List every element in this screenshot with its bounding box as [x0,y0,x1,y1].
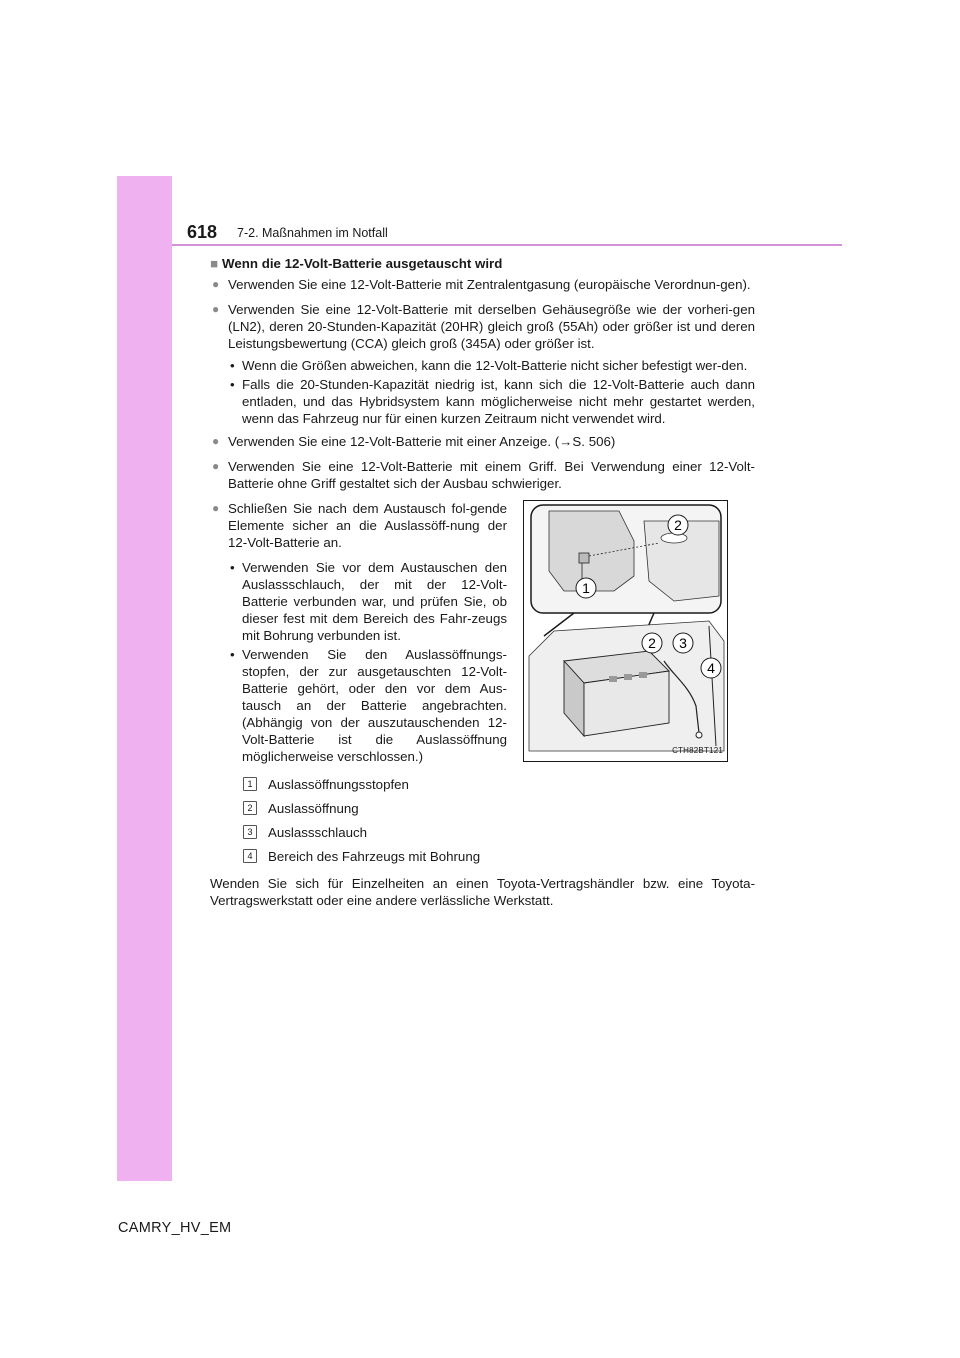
svg-text:3: 3 [679,635,687,651]
bullet-item: ● Verwenden Sie eine 12-Volt-Batterie mit derselben Gehäusegröße wie der vorheri-gen (LN2), deren 20-Stunden-Kapazität (20HR) gleich groß (55Ah) oder größer ist und deren Leistungsbewertung (CCA) gleich groß (345A) oder größer ist. [212,302,755,351]
sub-list-item: • Verwenden Sie vor dem Austauschen den Auslassschlauch, der mit der 12-Volt-Batterie verbunden war, und prüfen Sie, ob dieser fest mit dem Bereich des Fahr-zeugs mit Bohrung verbunden ist. [230,560,507,643]
main-content [210,255,755,909]
legend-item: 2 Auslassöffnung [210,797,755,821]
sub-list-item: • Verwenden Sie den Auslassöffnungs-stopfen, der zur ausgetauschten 12-Volt-Batterie gehört, oder den vor dem Aus-tausch an der Batterie angebrachten. (Abhängig von der auszutauschenden 12-Volt-Batterie ist die Auslassöffnung möglicherweise verschlossen.) [230,647,507,764]
circle-bullet-icon: ● [212,302,220,316]
circle-bullet-icon: ● [212,501,220,515]
svg-text:4: 4 [707,660,715,676]
page-number: 618 [187,222,218,242]
section-title: 7-2. Maßnahmen im Notfall [237,226,388,240]
circle-bullet-icon: ● [212,277,220,291]
circle-bullet-icon: ● [212,434,220,448]
footer-model-code: CAMRY_HV_EM [118,1220,232,1236]
bullet-item: ● Verwenden Sie eine 12-Volt-Batterie mit Zentralentgasung (europäische Verordnun-gen). [212,277,751,292]
bullet-item: ● Schließen Sie nach dem Austausch fol-gende Elemente sicher an die Auslassöff-nung der 12-Volt-Batterie an. [212,501,507,550]
closing-paragraph: Wenden Sie sich für Einzelheiten an einen Toyota-Vertragshändler bzw. eine Toyota-Vertragswerkstatt oder eine andere verlässliche Werkstatt. [210,876,755,908]
legend-item: 4 Bereich des Fahrzeugs mit Bohrung [210,845,755,869]
square-bullet-icon: ■ [210,256,219,271]
svg-text:1: 1 [582,580,590,596]
circle-bullet-icon: ● [212,459,220,473]
sub-list-item: • Falls die 20-Stunden-Kapazität niedrig ist, kann sich die 12-Volt-Batterie auch dann entladen, und das Hybridsystem kann möglicherweise nicht mehr gestartet werden, wenn das Fahrzeug nur für einen kurzen Zeitraum nicht verwendet wird. [230,377,755,426]
svg-text:2: 2 [648,635,656,651]
bullet-item: ● Verwenden Sie eine 12-Volt-Batterie mit einer Anzeige. (→S. 506) [212,434,616,449]
figure-legend [210,773,755,869]
legend-item: 3 Auslassschlauch [210,821,755,845]
bullet-item: ● Verwenden Sie eine 12-Volt-Batterie mit einem Griff. Bei Verwendung einer 12-Volt-Batterie ohne Griff gestaltet sich der Ausbau schwieriger. [212,459,755,491]
battery-illustration [523,500,728,762]
sub-list-item: • Wenn die Größen abweichen, kann die 12-Volt-Batterie nicht sicher befestigt wer-den. [230,358,748,373]
section-heading: ■ Wenn die 12-Volt-Batterie ausgetauscht wird [210,256,503,271]
figure-code: CTH82BT121 [672,746,723,755]
header-divider [172,244,842,246]
text-figure-block [210,500,755,765]
legend-item: 1 Auslassöffnungsstopfen [210,773,755,797]
sidebar-accent-bar [117,176,172,1181]
svg-text:2: 2 [674,517,682,533]
